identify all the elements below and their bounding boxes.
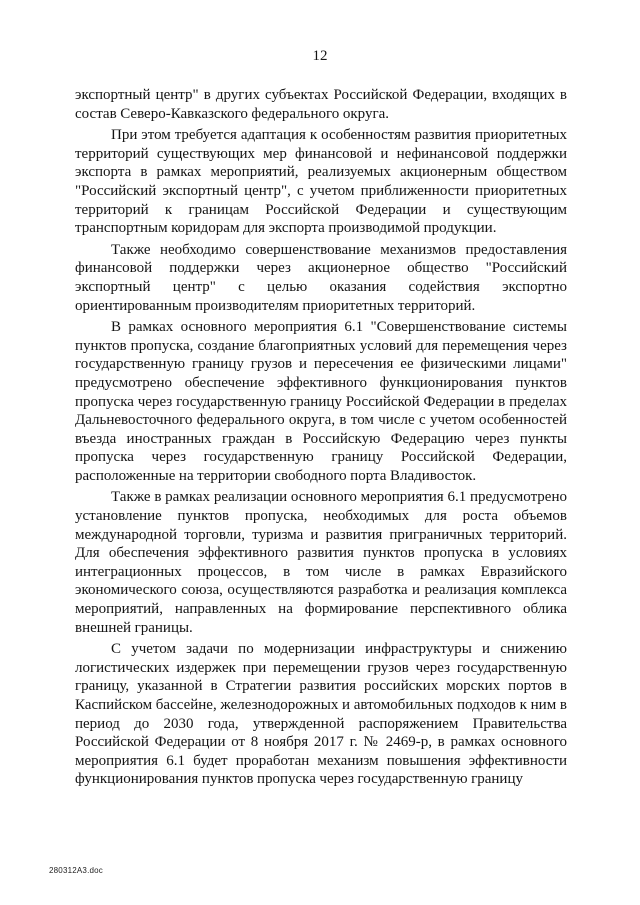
page-number: 12 [312,48,328,64]
paragraph-financial-support: Также необходимо совершенствование механизмов предоставления финансовой поддержки через акционерное общество "Российский экспортный центр" с целью оказания содействия экспортно ориентированным производителям приоритетных территорий. [75,241,567,314]
document-body [75,86,567,792]
paragraph-infrastructure: С учетом задачи по модернизации инфраструктуры и снижению логистических издержек при перемещении грузов через государственную границу, указанной в Стратегии развития российских морских портов в Каспийском бассейне, железнодорожных и автомобильных подходов к ним в период до 2030 года, утвержденной распоряжением Правительства Российской Федерации от 8 ноября 2017 г. № 2469-р, в рамках основного мероприятия 6.1 будет проработан механизм повышения эффективности функционирования пунктов пропуска через государственную границу [75,641,567,788]
paragraph-adaptation: При этом требуется адаптация к особенностям развития приоритетных территорий существующих мер финансовой и нефинансовой поддержки экспорта в рамках мероприятий, реализуемых акционерным обществом "Российский экспортный центр", с учетом приближенности приоритетных территорий к границам Российской Федерации и существующим транспортным коридорам для экспорта производимой продукции. [75,127,567,237]
paragraph-continuation: экспортный центр" в других субъектах Российской Федерации, входящих в состав Северо-Кавказского федерального округа. [75,87,567,122]
paragraph-measure-6-1: В рамках основного мероприятия 6.1 "Совершенствование системы пунктов пропуска, создание благоприятных условий для перемещения через государственную границу грузов и пересечения ее физическими лицами" предусмотрено обеспечение эффективного функционирования пунктов пропуска через государственную границу Российской Федерации в пределах Дальневосточного федерального округа, в том числе с учетом особенностей въезда иностранных граждан в Российскую Федерацию через пункты пропуска через государственную границу Российской Федерации, расположенные на территории свободного порта Владивосток. [75,319,567,484]
footer-doc-code: 280312A3.doc [49,866,104,875]
paragraph-checkpoints: Также в рамках реализации основного мероприятия 6.1 предусмотрено установление пунктов пропуска, необходимых для роста объемов международной торговли, туризма и развития приграничных территорий. Для обеспечения эффективного развития пунктов пропуска в условиях интеграционных процессов, в том числе в рамках Евразийского экономического союза, осуществляются разработка и реализация комплекса мероприятий, направленных на формирование перспективного облика внешней границы. [75,489,567,636]
